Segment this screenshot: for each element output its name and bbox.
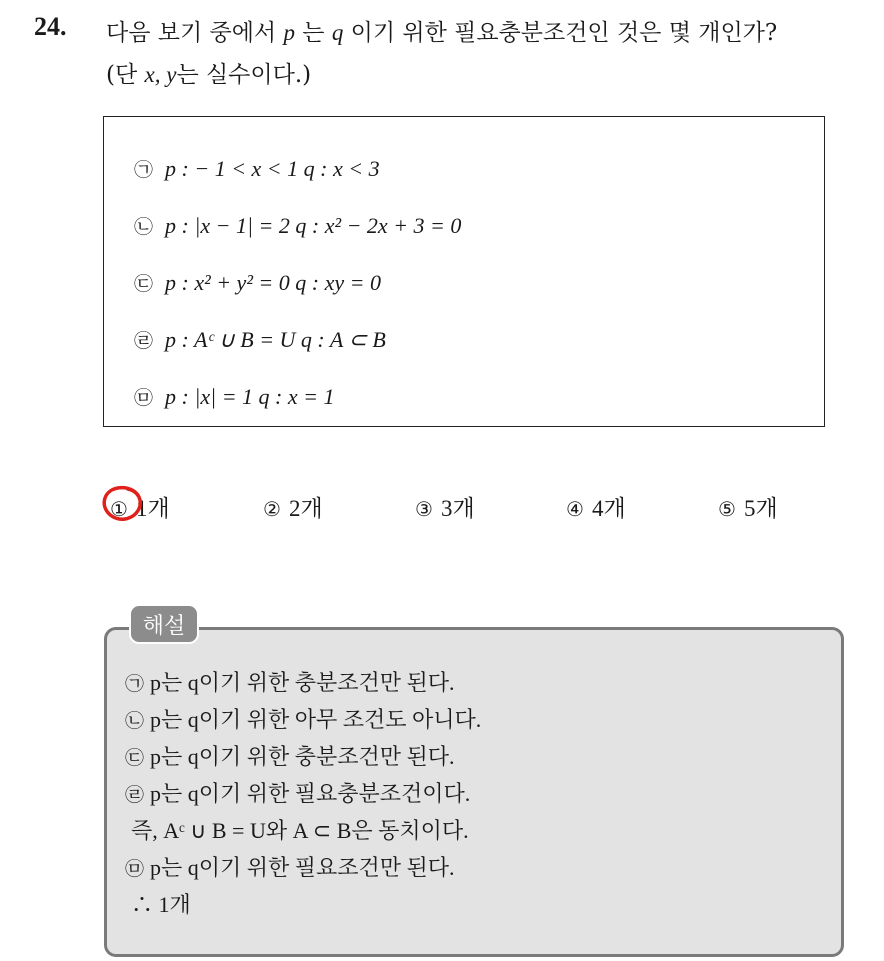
condition-text: p : |x − 1| = 2 q : x² − 2x + 3 = 0	[165, 213, 462, 238]
question-text-part: 이기 위한 필요충분조건인 것은 몇 개인가?	[350, 20, 778, 46]
condition-text: p : − 1 < x < 1 q : x < 3	[165, 156, 380, 181]
explanation-line	[125, 777, 470, 808]
condition-mark: ㉠	[134, 159, 154, 181]
explanation-text: p는 q이기 위한 필요조건만 된다.	[150, 855, 455, 880]
explanation-mark: ㉤	[125, 858, 145, 880]
choice-4[interactable]	[566, 490, 626, 523]
question-number: 24.	[34, 12, 67, 41]
explanation-text: ∴ 1개	[131, 892, 191, 917]
choice-label: 5개	[743, 496, 778, 521]
explanation-line	[125, 888, 191, 919]
choice-number: ③	[415, 497, 433, 521]
explanation-mark: ㉢	[125, 747, 145, 769]
explanation-title: 해설	[129, 604, 199, 644]
condition-item	[134, 269, 381, 296]
condition-text: p : x² + y² = 0 q : xy = 0	[165, 270, 381, 295]
choice-number: ①	[110, 497, 128, 521]
answer-circle-mark	[101, 484, 145, 524]
conditions-box	[103, 116, 825, 427]
choice-3[interactable]	[415, 490, 475, 523]
choice-2[interactable]	[263, 490, 323, 523]
explanation-text: p는 q이기 위한 충분조건만 된다.	[150, 670, 455, 695]
condition-mark: ㉤	[134, 387, 154, 409]
choice-number: ②	[263, 497, 281, 521]
explanation-line	[125, 703, 481, 734]
choice-label: 3개	[440, 496, 475, 521]
explanation-text: p는 q이기 위한 필요충분조건이다.	[150, 781, 471, 806]
explanation-text: 즉, Aᶜ ∪ B = U와 A ⊂ B은 동치이다.	[131, 818, 469, 843]
explanation-line	[125, 851, 455, 882]
question-text-part: (단	[106, 62, 138, 88]
condition-item	[134, 212, 461, 239]
explanation-text: p는 q이기 위한 충분조건만 된다.	[150, 744, 455, 769]
condition-mark: ㉣	[134, 330, 154, 352]
variable-q: q	[331, 20, 344, 45]
condition-text: p : Aᶜ ∪ B = U q : A ⊂ B	[165, 327, 386, 352]
question-line-1	[106, 14, 777, 47]
choice-label: 2개	[288, 496, 323, 521]
variables-xy: x, y	[144, 62, 177, 87]
condition-text: p : |x| = 1 q : x = 1	[165, 384, 335, 409]
explanation-mark: ㉣	[125, 784, 145, 806]
choice-number: ④	[566, 497, 584, 521]
choice-number: ⑤	[718, 497, 736, 521]
question-text-part: 다음 보기 중에서	[106, 20, 277, 46]
condition-item	[134, 155, 380, 182]
question-text-part: 는 실수이다.)	[176, 62, 312, 88]
explanation-line	[125, 740, 455, 771]
choice-label: 1개	[135, 496, 170, 521]
condition-item	[134, 383, 334, 410]
condition-item	[134, 326, 386, 353]
explanation-box	[104, 627, 844, 957]
explanation-line	[125, 666, 455, 697]
choice-5[interactable]	[718, 490, 778, 523]
choice-label: 4개	[591, 496, 626, 521]
explanation-text: p는 q이기 위한 아무 조건도 아니다.	[150, 707, 482, 732]
question-text-part: 는	[302, 20, 325, 46]
variable-p: p	[283, 20, 295, 45]
condition-mark: ㉢	[134, 273, 154, 295]
question-line-2	[106, 56, 311, 89]
explanation-line	[125, 814, 469, 845]
condition-mark: ㉡	[134, 216, 154, 238]
explanation-mark: ㉡	[125, 710, 145, 732]
explanation-mark: ㉠	[125, 673, 145, 695]
